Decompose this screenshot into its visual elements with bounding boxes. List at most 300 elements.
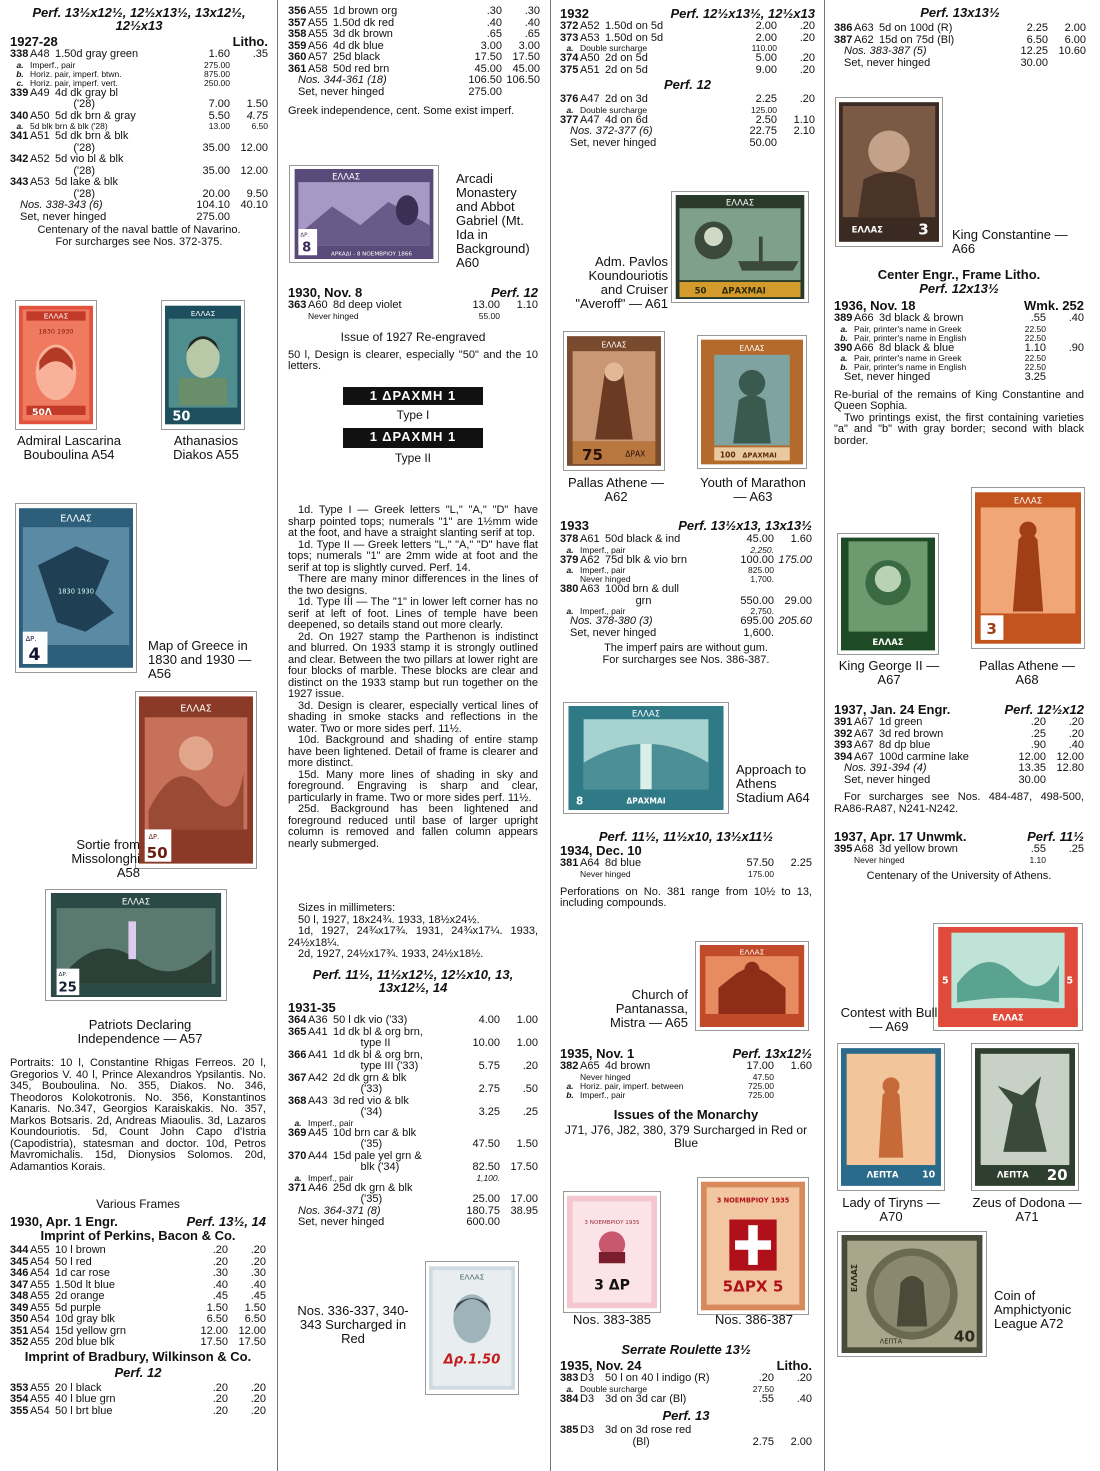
listing-row <box>560 53 815 65</box>
price-unused: 2.75 <box>478 1083 500 1095</box>
svg-text:3 ΝΟΕΜΒΡΙΟΥ 1935: 3 ΝΟΕΜΒΡΙΟΥ 1935 <box>716 1196 790 1205</box>
price-unused: 1.50 <box>206 1301 228 1314</box>
stamp-a66 <box>836 98 942 246</box>
sub-value: 2,750. <box>750 606 774 616</box>
various-frames: Various Frames <box>96 1197 180 1211</box>
catalog-number: 378 <box>560 533 579 545</box>
svg-text:10: 10 <box>922 1169 936 1181</box>
stamp-description: 15d yellow grn <box>55 1325 126 1337</box>
catalog-number: 380 <box>560 583 579 595</box>
stamp-description: 100d carmine lake <box>879 751 969 763</box>
svg-text:50Λ: 50Λ <box>31 406 52 418</box>
svg-text:ΕΛΛΑΣ: ΕΛΛΑΣ <box>631 709 661 720</box>
price-used: 12.00 <box>240 141 268 154</box>
price-used: .20 <box>1068 716 1084 728</box>
caption-surcharge: Nos. 336-337, 340-343 Surcharged in Red <box>297 1303 409 1346</box>
price-unused: 6.50 <box>206 1313 228 1325</box>
perf-header: Perf. 13½x12½, 12½x13½, 13x12½, 12½x13 <box>32 6 246 33</box>
design-type: A50 <box>30 109 50 122</box>
catalog-number: 376 <box>560 93 579 105</box>
price-unused: .20 <box>212 1393 228 1405</box>
listing-row <box>288 1139 538 1151</box>
price-unused: 2.75 <box>752 1435 774 1448</box>
svg-text:4: 4 <box>28 645 41 666</box>
price-used: .40 <box>524 16 540 29</box>
catalog-number: 359 <box>288 39 307 52</box>
stamp-383 <box>564 1192 660 1312</box>
catalog-number: 392 <box>834 727 853 740</box>
stamp-description: 4d dk blue <box>333 40 384 52</box>
stamp-a56 <box>16 504 136 672</box>
note-paragraph: 2d. On 1927 stamp the Parthenon is indistinct and blurred. On 1933 stamp it is strongly outlined and clear. Between the two pillars at lower right are four blocks of marble. These blocks are clear and distinct on the 1933 stamp but run together on the 1927 issue. <box>288 630 538 700</box>
price-used: .20 <box>250 1244 266 1256</box>
design-type: A55 <box>30 1336 50 1348</box>
catalog-number: 387 <box>834 33 853 46</box>
sub-value-used <box>230 61 268 70</box>
stamp-a69 <box>934 924 1082 1030</box>
never-hinged-row: Set, never hinged 3.25 <box>844 371 1046 383</box>
listing-row <box>288 1015 538 1027</box>
stamp-description: 15d pale yel grn & <box>333 1150 422 1162</box>
catalog-number: 385 <box>560 1424 579 1436</box>
price-unused: .40 <box>486 16 502 29</box>
catalog-number: 351 <box>10 1324 29 1337</box>
section-header-1932: 1932 Perf. 12½x13½, 12½x13 <box>560 6 815 21</box>
svg-text:3 ΔΡ: 3 ΔΡ <box>594 1277 630 1294</box>
price-used: 45.00 <box>512 62 540 75</box>
never-hinged-row: Never hinged 1.10 <box>854 854 1046 865</box>
stamp-a61 <box>672 192 808 302</box>
stamp-a64 <box>564 703 728 813</box>
catalog-number: 377 <box>560 113 579 126</box>
catalog-number: 357 <box>288 16 307 29</box>
stamp-description: 50 l on 40 l indigo (R) <box>605 1373 710 1384</box>
catalog-number: 350 <box>10 1313 29 1325</box>
listing-row-395: 395 A68 3d yellow brown .55 .25 <box>834 843 1084 855</box>
caption-a63: Youth of Marathon — A63 <box>700 475 806 504</box>
price-used: 1.10 <box>793 113 815 126</box>
svg-text:ΕΛΛΑΣ: ΕΛΛΑΣ <box>60 513 92 525</box>
svg-text:50: 50 <box>146 843 168 862</box>
column-1 <box>10 6 268 1467</box>
price-unused: 17.50 <box>200 1336 228 1348</box>
stamp-a63 <box>698 336 806 468</box>
stamp-description: 1d dk bl & org brn, <box>333 1049 423 1061</box>
design-type: D3 <box>580 1424 595 1436</box>
design-type: A55 <box>308 28 328 40</box>
price-unused: 1.60 <box>208 48 230 60</box>
svg-text:20: 20 <box>1046 1166 1068 1185</box>
price-used: 175.00 <box>778 553 812 566</box>
price-used: .30 <box>524 6 540 17</box>
issue-1927-heading: Issue of 1927 Re-engraved <box>340 329 486 344</box>
svg-text:ΕΛΛΑΣ: ΕΛΛΑΣ <box>332 171 361 182</box>
price-used: 9.50 <box>246 187 268 200</box>
sub-number: b. <box>840 362 848 372</box>
sub-number: a. <box>566 1383 574 1394</box>
section-header-1937-jan: 1937, Jan. 24 Engr. Perf. 12½x12 <box>834 702 1084 717</box>
design-type: A51 <box>30 130 50 142</box>
catalog-number: 352 <box>10 1336 29 1348</box>
design-type: A55 <box>30 1393 50 1405</box>
catalog-number: 370 <box>288 1149 307 1162</box>
price-unused: .30 <box>486 6 502 17</box>
price-unused: 45.00 <box>474 62 502 75</box>
price-unused: .65 <box>486 28 502 40</box>
sub-value-used <box>1046 354 1084 363</box>
sub-number: c. <box>16 77 24 88</box>
sub-number: b. <box>840 332 848 343</box>
price-used: .20 <box>799 93 815 105</box>
design-type: A57 <box>308 51 328 63</box>
listing-row <box>288 1038 538 1050</box>
svg-text:1830 1930: 1830 1930 <box>38 327 74 336</box>
caption-a54: Admiral Lascarina Bouboulina A54 <box>16 433 122 462</box>
svg-text:ΕΛΛΑΣ: ΕΛΛΑΣ <box>872 636 904 647</box>
design-type: A47 <box>580 113 600 126</box>
stamp-description: ('28) <box>55 142 96 154</box>
catalog-number: 373 <box>560 31 579 44</box>
issue-note: 50 l, Design is clearer, especially "50" and the 10 letters. <box>288 348 538 372</box>
section-header-1930: 1930, Apr. 1 Engr. Perf. 13½, 14 <box>10 1214 266 1229</box>
price-unused: .20 <box>1030 716 1046 728</box>
design-type: A54 <box>30 1267 50 1279</box>
stamp-description: grn <box>605 595 652 607</box>
catalog-number: 342 <box>10 153 29 165</box>
stamp-description: 1.50d dk red <box>333 17 395 29</box>
section-header-1935-nov: 1935, Nov. 24 Litho. <box>560 1358 812 1373</box>
design-type: A58 <box>308 62 328 75</box>
svg-text:ΛΕΠΤΑ: ΛΕΠΤΑ <box>866 1170 899 1181</box>
catalog-number: 339 <box>10 86 29 99</box>
sub-description: Imperf., pair <box>308 1173 354 1183</box>
stamp-a67 <box>838 534 938 654</box>
price-used: 12.00 <box>238 1324 266 1337</box>
stamp-description: ('35) <box>333 1139 383 1150</box>
sub-listing-row <box>834 354 1084 363</box>
catalog-number: 382 <box>560 1060 579 1072</box>
price-unused: 12.00 <box>1018 750 1046 763</box>
sub-description: Imperf., pair <box>308 1118 354 1128</box>
sub-value: 2,250. <box>750 544 774 555</box>
svg-text:5: 5 <box>941 975 949 987</box>
stamp-description: 1.50d gray green <box>55 49 139 60</box>
column-divider-1 <box>277 0 278 1471</box>
stamp-a62 <box>564 332 664 470</box>
stamp-description: 15d on 75d (Bl) <box>879 34 955 46</box>
stamp-description: 3d red brown <box>879 728 944 740</box>
stamp-a54 <box>16 301 96 429</box>
caption-a69: Contest with Bull — A69 <box>840 1005 938 1034</box>
caption-a61: Adm. Pavlos Koundouriotis and Cruiser "Averoff" — A61 <box>575 254 668 311</box>
stamp-description: 75d blk & vio brn <box>605 554 687 566</box>
price-unused: .25 <box>1030 727 1046 740</box>
price-unused: 4.00 <box>478 1014 500 1026</box>
column-2 <box>288 6 540 1467</box>
sub-value-used <box>774 1091 812 1100</box>
stamp-description: 3d red vio & blk <box>333 1095 409 1107</box>
stamp-description: 10d gray blk <box>55 1314 115 1325</box>
listing-row <box>560 584 812 596</box>
svg-text:8: 8 <box>302 240 312 256</box>
sub-value: 875.00 <box>204 68 230 79</box>
price-unused: 100.00 <box>740 553 774 566</box>
total-row: Nos. 338-343 (6) 104.10 40.10 <box>20 199 268 211</box>
sub-description: Pair, printer's name in English <box>854 363 967 372</box>
stamp-description: 2d orange <box>55 1291 105 1302</box>
svg-text:ΔΡ.: ΔΡ. <box>58 972 68 979</box>
sub-number: a. <box>16 121 24 131</box>
monarchy-note: J71, J76, J82, 380, 379 Surcharged in Red or Blue <box>564 1122 808 1150</box>
stamp-description: 1.50d lt blue <box>55 1279 115 1291</box>
catalog-number: 341 <box>10 130 29 142</box>
column-divider-2 <box>550 0 551 1471</box>
listing-row <box>10 1394 266 1406</box>
listing-356 <box>288 6 540 75</box>
price-unused: 7.00 <box>208 98 230 110</box>
total-row: Nos. 378-380 (3) 695.00 205.60 <box>570 615 812 627</box>
sub-value-used <box>230 79 268 88</box>
price-used: 2.00 <box>1064 22 1086 34</box>
sub-value: 22.50 <box>1024 353 1046 363</box>
svg-text:5: 5 <box>1066 975 1074 987</box>
sub-value <box>454 1119 500 1128</box>
section-header-1934: 1934, Dec. 10 <box>560 843 642 858</box>
stamp-description: 25d dk grn & blk <box>333 1182 413 1194</box>
price-used: 17.50 <box>512 51 540 63</box>
stamp-a58 <box>136 692 256 868</box>
sub-description: Horiz. pair, imperf. between <box>580 1081 684 1091</box>
imprint-perkins: Imprint of Perkins, Bacon & Co. <box>40 1228 236 1243</box>
stamp-description: 5d on 100d (R) <box>879 23 953 34</box>
stamp-description: 50 l brt blue <box>55 1405 113 1417</box>
re-engraved-notes <box>288 505 538 850</box>
price-unused: 45.00 <box>746 533 774 545</box>
sub-value: 22.50 <box>1024 323 1046 334</box>
design-type: A62 <box>854 33 874 46</box>
stamp-description: 3d black & brown <box>879 313 964 324</box>
listing-row <box>560 94 815 106</box>
price-unused: .20 <box>212 1255 228 1268</box>
caption-a55: Athanasios Diakos A55 <box>173 433 239 462</box>
design-type: A43 <box>308 1094 328 1107</box>
sub-description: Never hinged <box>580 575 631 584</box>
note: Centenary of the naval battle of Navarino. <box>37 224 241 236</box>
listing-row <box>288 1183 538 1195</box>
stamp-description: 1d green <box>879 717 923 728</box>
stamp-description: 1.50d on 5d <box>605 32 664 44</box>
svg-text:ΕΛΛΑΣ: ΕΛΛΑΣ <box>849 1264 859 1293</box>
never-hinged-row: Set, never hinged 50.00 <box>570 136 777 149</box>
listing-row <box>560 1425 812 1437</box>
design-type: A67 <box>854 739 874 751</box>
imprint-bradbury: Imprint of Bradbury, Wilkinson & Co. <box>24 1348 252 1364</box>
price-used: 1.00 <box>516 1014 538 1026</box>
sub-description: Imperf., pair <box>30 60 76 70</box>
svg-text:ΔΡ.: ΔΡ. <box>25 635 37 644</box>
never-hinged-row: Never hinged 55.00 <box>308 310 500 321</box>
caption-a71: Zeus of Dodona — A71 <box>972 1195 1082 1224</box>
svg-text:ΕΛΛΑΣ: ΕΛΛΑΣ <box>992 1013 1024 1024</box>
price-used: 1.60 <box>790 1060 812 1072</box>
catalog-number: 356 <box>288 6 307 17</box>
svg-text:25: 25 <box>58 980 77 996</box>
stamp-description: ('33) <box>333 1084 383 1095</box>
price-unused: .30 <box>212 1267 228 1279</box>
sub-number: b. <box>16 68 24 79</box>
sub-value: 1,100. <box>476 1172 500 1183</box>
stamp-description: 2d on 3d <box>605 94 648 105</box>
catalog-number: 347 <box>10 1278 29 1291</box>
svg-text:75: 75 <box>582 446 603 465</box>
stamp-description: 50d black & ind <box>605 534 681 545</box>
listing-1932-perf12 <box>560 94 815 126</box>
stamp-description: ('35) <box>333 1194 383 1205</box>
price-used: 2.00 <box>790 1435 812 1448</box>
price-unused: 5.75 <box>478 1060 500 1072</box>
design-type: A63 <box>580 583 600 595</box>
note-paragraph: 15d. Many more lines of shading in sky and foreground. Engraving is sharp and clear, particularly in frame. Two or more sides perf. 11½. <box>288 768 538 804</box>
design-type: A41 <box>308 1048 328 1061</box>
sub-description: Imperf., pair <box>580 566 626 575</box>
listing-row <box>288 1107 538 1119</box>
price-unused: 47.50 <box>472 1138 500 1150</box>
svg-text:ΕΛΛΑΣ: ΕΛΛΑΣ <box>725 198 755 209</box>
price-unused: 2.00 <box>755 31 777 44</box>
sub-listing-row <box>560 1385 812 1394</box>
never-hinged-row: Set, never hinged 600.00 <box>298 1216 500 1228</box>
stamp-a55 <box>162 301 244 429</box>
sub-description: Double surcharge <box>580 105 648 115</box>
price-used: .20 <box>799 63 815 76</box>
sub-value-used: 6.50 <box>251 121 268 131</box>
perf-header: Perf. 11½, 11½x10, 13½x11½ <box>598 829 774 844</box>
catalog-number: 355 <box>10 1404 29 1417</box>
price-unused: 5.00 <box>755 52 777 64</box>
svg-text:ΕΛΛΑΣ: ΕΛΛΑΣ <box>739 947 765 957</box>
catalog-number: 386 <box>834 22 853 34</box>
svg-text:ΕΛΛΑΣ: ΕΛΛΑΣ <box>43 311 69 321</box>
type-i-label: Type I <box>396 407 430 422</box>
price-used: .30 <box>250 1267 266 1279</box>
stamp-description: 20d blue blk <box>55 1337 115 1348</box>
design-type: A54 <box>30 1255 50 1268</box>
sub-value-used <box>1046 363 1084 372</box>
listing-row <box>288 1128 538 1140</box>
price-used: .90 <box>1068 341 1084 354</box>
price-used: .20 <box>522 1060 538 1072</box>
listing-row <box>560 1394 812 1406</box>
caption-a64: Approach to Athens Stadium A64 <box>736 762 810 805</box>
design-type: A53 <box>580 31 600 44</box>
price-unused: 10.00 <box>472 1037 500 1049</box>
listing-386 <box>834 23 1086 46</box>
svg-text:40: 40 <box>953 1327 976 1346</box>
price-used: 4.75 <box>246 109 268 122</box>
price-unused: 35.00 <box>202 164 230 177</box>
listing-row <box>10 1245 266 1257</box>
stamp-description: 40 l blue grn <box>55 1394 116 1405</box>
price-unused: 2.25 <box>755 93 777 105</box>
design-type: A52 <box>30 153 50 165</box>
price-unused: 550.00 <box>740 594 774 607</box>
listing-row <box>10 154 268 166</box>
listing-row-381: 381 A64 8d blue 57.50 2.25 <box>560 857 812 869</box>
price-unused: .40 <box>212 1278 228 1291</box>
svg-text:ΕΛΛΑΣ: ΕΛΛΑΣ <box>851 225 883 236</box>
listing-1927 <box>10 49 268 200</box>
listing-row <box>288 52 540 64</box>
stamp-description: 50d red brn <box>333 63 390 75</box>
sub-value: 825.00 <box>748 565 774 575</box>
stamp-description: 5d vio bl & blk <box>55 154 124 165</box>
listing-383 <box>560 1373 812 1405</box>
sub-listing-row <box>834 325 1084 334</box>
listing-row <box>560 555 812 567</box>
listing-row <box>560 534 812 546</box>
design-type: A52 <box>580 20 600 32</box>
price-used: .40 <box>1068 739 1084 751</box>
listing-row <box>288 1194 538 1206</box>
stamp-a68 <box>972 488 1084 648</box>
note: Re-burial of the remains of King Constantine and Queen Sophia. <box>834 388 1084 412</box>
sub-value: 22.50 <box>1024 362 1046 372</box>
column-3 <box>560 6 815 1467</box>
sub-value-used <box>774 1082 812 1091</box>
design-type: A45 <box>308 1126 328 1139</box>
listing-row <box>288 1084 538 1096</box>
perf-13: Perf. 13 <box>662 1408 710 1423</box>
svg-text:ΛΕΠΤΑ: ΛΕΠΤΑ <box>879 1337 903 1346</box>
section-header-1933: 1933 Perf. 13½x13, 13x13½ <box>560 518 812 533</box>
design-type: A47 <box>580 93 600 105</box>
note: For surcharges see Nos. 372-375. <box>55 235 223 248</box>
listing-row <box>560 596 812 608</box>
price-unused: .20 <box>758 1372 774 1384</box>
price-unused: 5.50 <box>208 109 230 122</box>
total-row: Nos. 383-387 (5) 12.25 10.60 <box>844 45 1086 57</box>
sub-description: Double surcharge <box>580 1384 648 1394</box>
sub-value-used <box>774 566 812 575</box>
stamp-description: 1.50d on 5d <box>605 21 664 32</box>
svg-text:ΔΡΑΧΜΑΙ: ΔΡΑΧΜΑΙ <box>742 451 777 460</box>
svg-text:100: 100 <box>719 450 736 460</box>
stamp-description: 25d black <box>333 52 381 63</box>
design-type: A67 <box>854 750 874 763</box>
svg-text:ΕΛΛΑΣ: ΕΛΛΑΣ <box>1013 496 1043 507</box>
price-used: 12.00 <box>1056 750 1084 763</box>
size-line: 1d, 1927, 24¾x17¾. 1931, 24¾x17¼. 1933, 24½x18¼. <box>288 925 538 949</box>
sub-value: 47.50 <box>752 1071 774 1082</box>
design-type: A46 <box>308 1181 328 1194</box>
listing-row <box>288 1162 538 1174</box>
stamp-description: 8d dp blue <box>879 740 931 751</box>
sub-value: 13.00 <box>208 121 230 131</box>
listing-row <box>834 23 1086 35</box>
perf-header: Perf. 11½, 11½x12½, 12½x10, 13, 13x12½, 14 <box>312 967 514 995</box>
perf-12: Perf. 12 <box>114 1364 162 1380</box>
svg-text:ΕΛΛΑΣ: ΕΛΛΑΣ <box>459 1272 485 1282</box>
design-type: A66 <box>854 312 874 324</box>
caption-a67: King George II — A67 <box>838 658 940 687</box>
column-divider-3 <box>824 0 825 1471</box>
price-used: .20 <box>799 31 815 44</box>
price-unused: .45 <box>212 1290 228 1302</box>
never-hinged-row: Set, never hinged 275.00 <box>298 85 502 98</box>
design-type: A55 <box>308 6 328 17</box>
listing-bradbury <box>10 1383 266 1418</box>
design-type: A55 <box>30 1290 50 1302</box>
